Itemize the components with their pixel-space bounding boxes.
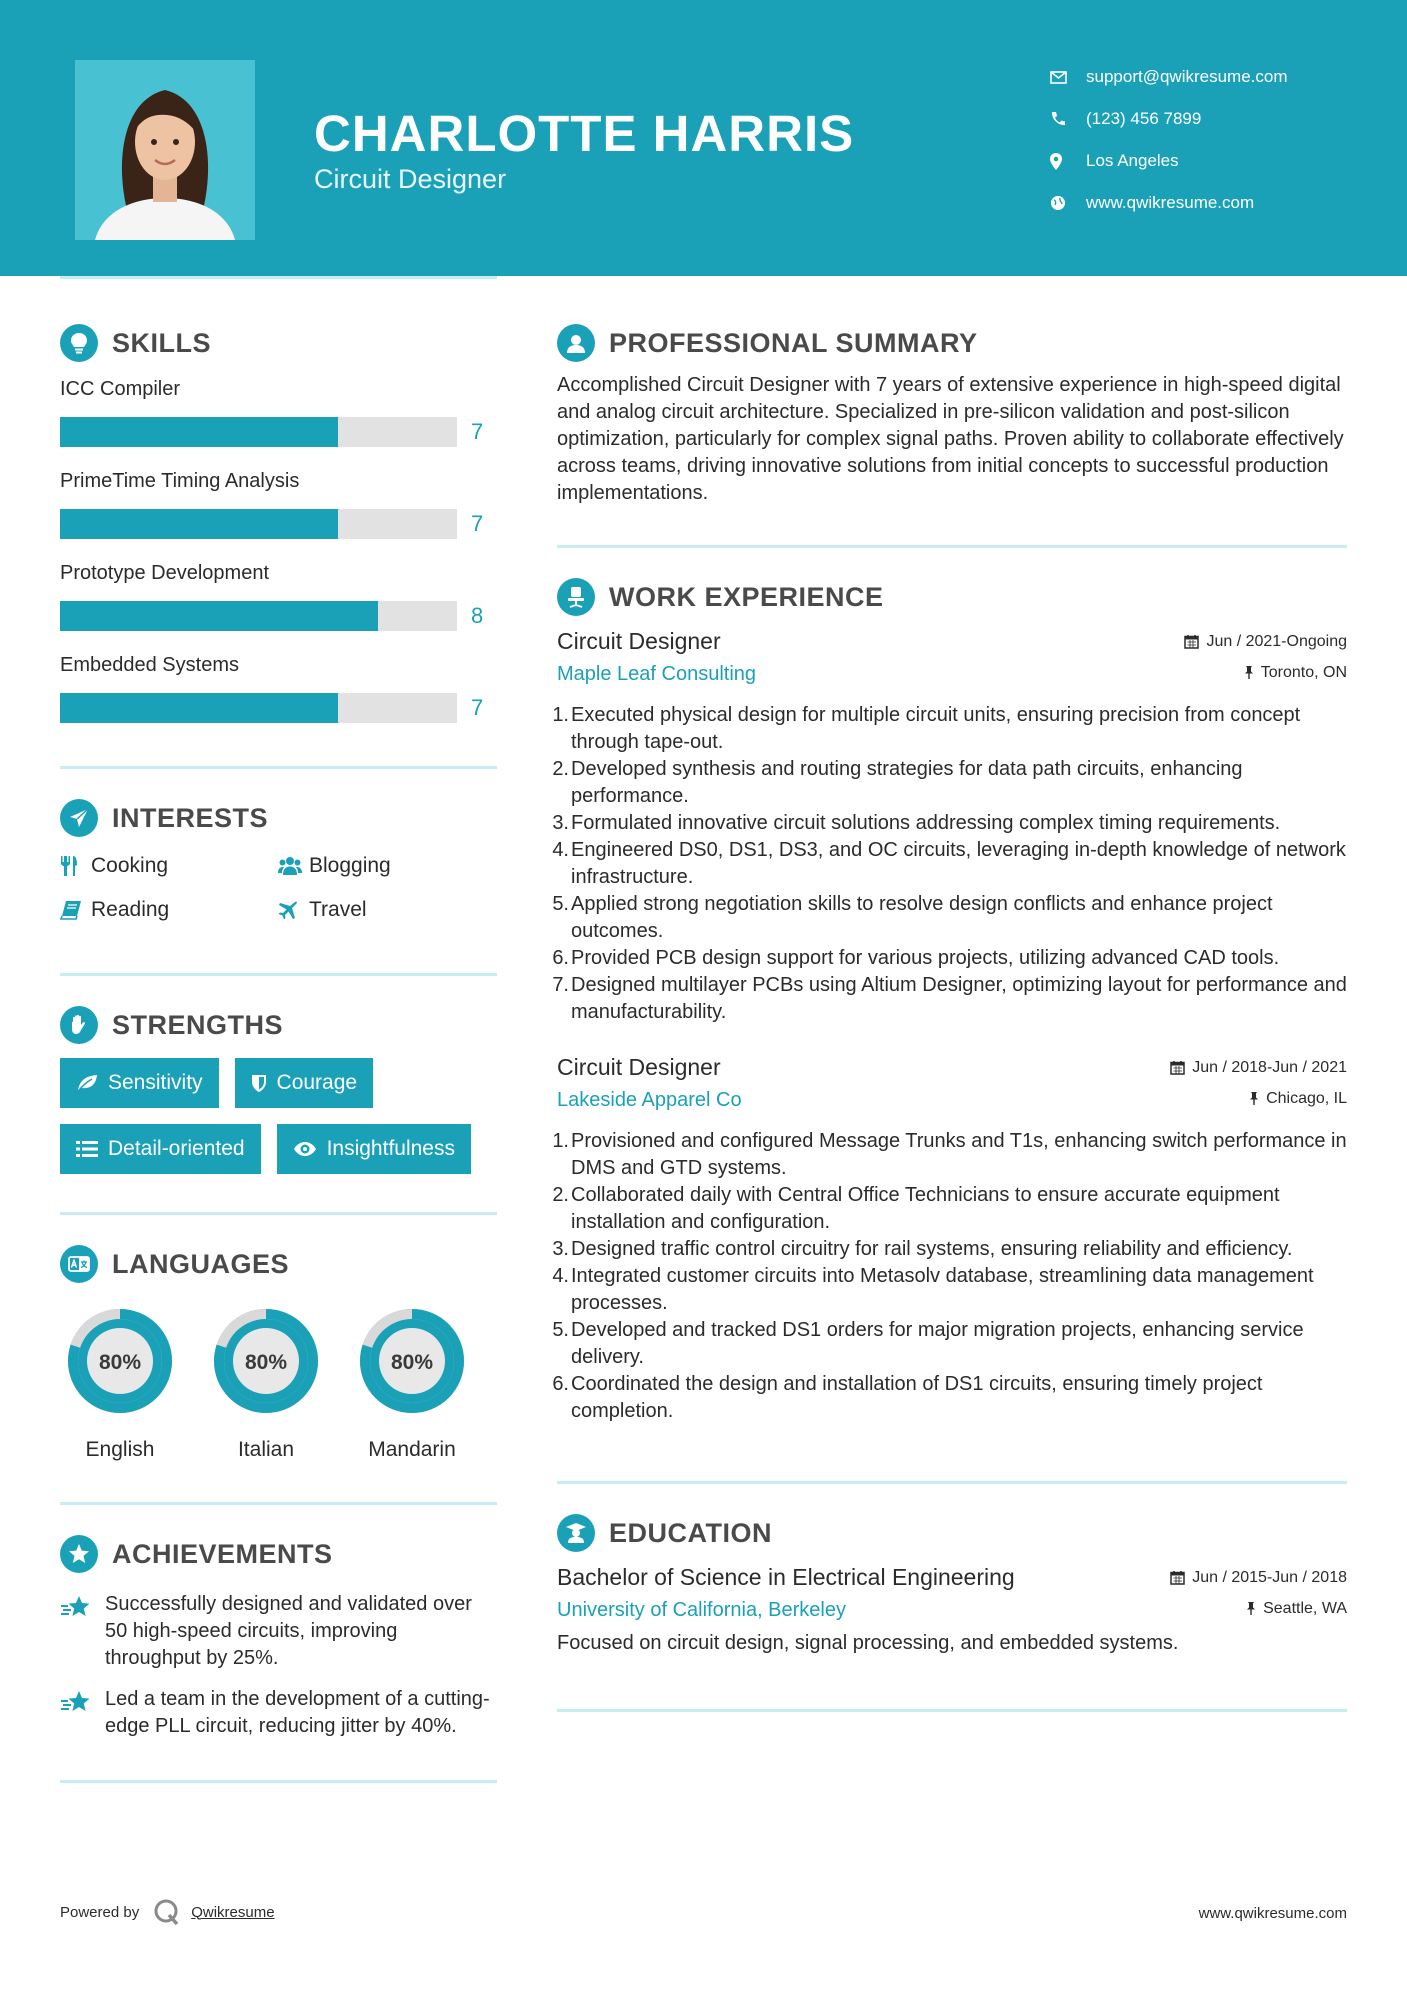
qwikresume-logo-icon — [153, 1898, 181, 1926]
education-description: Focused on circuit design, signal processing, and embedded systems. — [557, 1632, 1179, 1654]
summary-text: Accomplished Circuit Designer with 7 years of extensive experience in high-speed digital and analog circuit architecture. Specialized in pre-silicon validation and post-silicon optimization, particularly for complex signal paths. Proven ability to collaborate effectively across teams, driving innovative solutions from initial concepts to successful production implementations. — [557, 374, 1344, 504]
job-location-text: Chicago, IL — [1266, 1089, 1347, 1107]
skill-track — [60, 693, 457, 723]
achievement-text: Led a team in the development of a cutting-edge PLL circuit, reducing jitter by 40%. — [105, 1688, 490, 1737]
contact-email[interactable] — [1050, 56, 1288, 98]
contact-location — [1050, 140, 1288, 182]
language-percent: 80% — [98, 1351, 142, 1374]
interest-label: Travel — [309, 898, 367, 921]
interests-heading — [60, 793, 497, 843]
book-icon — [60, 900, 91, 920]
list-item — [552, 1263, 1347, 1317]
job-entry — [552, 628, 1347, 1026]
skill-name: Prototype Development — [60, 562, 270, 584]
skill-name: ICC Compiler — [60, 378, 181, 400]
skill-fill — [60, 417, 338, 447]
job-dates-text: Jun / 2018-Jun / 2021 — [1192, 1058, 1347, 1076]
bullet-text: Provided PCB design support for various projects, utilizing advanced CAD tools. — [571, 947, 1280, 969]
resume-header — [0, 0, 1407, 276]
skill-bar-row — [60, 588, 497, 644]
bullet-text: Developed and tracked DS1 orders for major migration projects, enhancing service delivery. — [571, 1319, 1304, 1368]
top-divider — [60, 276, 497, 279]
contact-email-text: support@qwikresume.com — [1086, 67, 1288, 86]
job-subheader — [557, 1089, 1347, 1112]
skill-item — [60, 558, 497, 644]
job-bullets — [552, 1128, 1347, 1425]
job-subheader — [557, 663, 1347, 686]
bullet-text: Provisioned and configured Message Trunks and T1s, enhancing switch performance in DMS and GTD systems. — [571, 1130, 1347, 1179]
candidate-title: Circuit Designer — [314, 164, 507, 194]
list-number: 1. — [552, 1130, 569, 1152]
skills-heading — [60, 318, 497, 368]
language-name: English — [85, 1438, 155, 1461]
languages-heading — [60, 1239, 497, 1289]
list-item — [552, 972, 1347, 1026]
experience-title: WORK EXPERIENCE — [609, 581, 884, 612]
interest-item — [60, 851, 278, 881]
education-heading — [557, 1508, 1347, 1558]
shield-icon — [251, 1074, 267, 1093]
pushpin-icon — [1244, 665, 1254, 680]
language-percent: 80% — [244, 1351, 288, 1374]
achievement-item — [60, 1686, 497, 1740]
language-icon — [60, 1245, 98, 1283]
list-item — [552, 1182, 1347, 1236]
contact-location-text: Los Angeles — [1086, 151, 1179, 170]
list-number: 4. — [552, 839, 569, 861]
plane-icon — [278, 900, 309, 920]
education-entry — [557, 1564, 1347, 1657]
language-donut — [206, 1301, 326, 1421]
list-icon — [76, 1140, 98, 1158]
interest-label: Reading — [91, 898, 170, 921]
list-item — [552, 1128, 1347, 1182]
education-dates-text: Jun / 2015-Jun / 2018 — [1192, 1568, 1347, 1586]
cutlery-icon — [60, 855, 91, 877]
skill-item — [60, 374, 497, 460]
skill-value: 7 — [471, 695, 484, 720]
list-number: 5. — [552, 893, 569, 915]
education-location — [1246, 1600, 1347, 1618]
skill-fill — [60, 601, 378, 631]
job-location-text: Toronto, ON — [1260, 663, 1347, 681]
powered-by-label: Powered by — [60, 1903, 140, 1921]
bullet-text: Designed multilayer PCBs using Altium Designer, optimizing layout for performance and manufacturability. — [571, 974, 1347, 1023]
interest-label: Blogging — [309, 854, 391, 877]
language-donut — [60, 1301, 180, 1421]
list-item — [552, 837, 1347, 891]
list-item — [552, 891, 1347, 945]
list-item — [552, 702, 1347, 756]
map-pin-icon — [1050, 153, 1086, 170]
language-donut — [352, 1301, 472, 1421]
language-item — [60, 1301, 180, 1462]
section-divider — [60, 1502, 497, 1505]
star-icon — [60, 1686, 105, 1740]
job-title: Circuit Designer — [557, 628, 721, 654]
skill-track — [60, 509, 457, 539]
list-item — [552, 1317, 1347, 1371]
list-number: 2. — [552, 758, 569, 780]
skill-bar-row — [60, 496, 497, 552]
section-divider — [557, 1481, 1347, 1484]
summary-title: PROFESSIONAL SUMMARY — [609, 327, 978, 358]
phone-icon — [1050, 111, 1086, 127]
strength-label: Courage — [276, 1071, 358, 1094]
summary-heading — [557, 318, 1347, 368]
list-number: 5. — [552, 1319, 569, 1341]
skill-value: 7 — [471, 419, 484, 444]
envelope-icon — [1050, 71, 1086, 84]
strength-chip — [235, 1058, 374, 1108]
strength-label: Insightfulness — [326, 1137, 455, 1160]
language-name: Mandarin — [368, 1438, 456, 1461]
education-header — [557, 1564, 1347, 1591]
left-column — [60, 318, 497, 1783]
strengths-title: STRENGTHS — [112, 1009, 284, 1040]
star-badge-icon — [60, 1535, 98, 1573]
bullet-text: Executed physical design for multiple circuit units, ensuring precision from concept through tape-out. — [571, 704, 1301, 753]
calendar-icon — [1170, 1060, 1185, 1075]
qwikresume-link[interactable]: Qwikresume — [191, 1903, 275, 1921]
bullet-text: Coordinated the design and installation of DS1 circuits, ensuring timely project completion. — [571, 1373, 1263, 1422]
skill-fill — [60, 693, 338, 723]
list-number: 6. — [552, 947, 569, 969]
strength-chip — [60, 1058, 219, 1108]
office-chair-icon — [557, 578, 595, 616]
company-name: Lakeside Apparel Co — [557, 1089, 742, 1111]
list-number: 3. — [552, 812, 569, 834]
user-icon — [557, 324, 595, 362]
skill-name: Embedded Systems — [60, 654, 239, 676]
list-number: 1. — [552, 704, 569, 726]
list-number: 2. — [552, 1184, 569, 1206]
pushpin-icon — [1246, 1601, 1256, 1616]
list-item — [552, 1371, 1347, 1425]
lightbulb-icon — [60, 324, 98, 362]
calendar-icon — [1184, 634, 1199, 649]
education-title: EDUCATION — [609, 1517, 772, 1548]
strength-label: Sensitivity — [108, 1071, 203, 1094]
language-percent: 80% — [390, 1351, 434, 1374]
interests-title: INTERESTS — [112, 802, 269, 833]
education-dates — [1170, 1569, 1347, 1587]
skill-value: 7 — [471, 511, 484, 536]
achievement-item — [60, 1591, 497, 1672]
paper-plane-icon — [60, 799, 98, 837]
hand-icon — [60, 1006, 98, 1044]
interests-list — [60, 851, 497, 925]
bullet-text: Formulated innovative circuit solutions addressing complex timing requirements. — [571, 812, 1281, 834]
job-dates — [1184, 633, 1347, 651]
education-subheader — [557, 1599, 1347, 1622]
contact-website-text: www.qwikresume.com — [1086, 193, 1255, 212]
contact-phone[interactable] — [1050, 98, 1288, 140]
list-number: 7. — [552, 974, 569, 996]
job-header — [557, 628, 1347, 655]
skill-name: PrimeTime Timing Analysis — [60, 470, 300, 492]
education-location-text: Seattle, WA — [1263, 1599, 1347, 1617]
interest-label: Cooking — [91, 854, 169, 877]
section-divider — [60, 1212, 497, 1215]
language-item — [206, 1301, 326, 1462]
languages-list — [60, 1301, 497, 1462]
interest-item — [278, 851, 496, 881]
skill-bar-row — [60, 680, 497, 736]
section-divider — [60, 1780, 497, 1783]
bullet-text: Applied strong negotiation skills to resolve design conflicts and enhance project outcomes. — [571, 893, 1273, 942]
language-name: Italian — [237, 1438, 295, 1461]
job-location — [1249, 1090, 1347, 1108]
list-number: 4. — [552, 1265, 569, 1287]
graduate-icon — [557, 1514, 595, 1552]
section-divider — [557, 545, 1347, 548]
skill-track — [60, 601, 457, 631]
contact-phone-text: (123) 456 7899 — [1086, 109, 1202, 128]
section-divider — [60, 766, 497, 769]
skill-fill — [60, 509, 338, 539]
strengths-list — [60, 1058, 497, 1174]
interest-item — [278, 895, 496, 925]
star-icon — [60, 1591, 105, 1672]
globe-icon — [1050, 195, 1086, 211]
bullet-text: Collaborated daily with Central Office Technicians to ensure accurate equipment installation and configuration. — [571, 1184, 1280, 1233]
strength-chip — [60, 1124, 261, 1174]
bullet-text: Engineered DS0, DS1, DS3, and OC circuits, leveraging in-depth knowledge of network infrastructure. — [571, 839, 1346, 888]
skill-value: 8 — [471, 603, 484, 628]
achievement-text: Successfully designed and validated over 50 high-speed circuits, improving throughput by 25%. — [105, 1593, 472, 1669]
list-item — [552, 1236, 1347, 1263]
footer-website[interactable]: www.qwikresume.com — [1198, 1905, 1347, 1922]
job-title: Circuit Designer — [557, 1054, 721, 1080]
pushpin-icon — [1249, 1091, 1259, 1106]
skill-item — [60, 466, 497, 552]
list-item — [552, 945, 1347, 972]
skill-bar-row — [60, 404, 497, 460]
job-bullets — [552, 702, 1347, 1026]
job-location — [1244, 664, 1347, 682]
list-item — [552, 756, 1347, 810]
job-dates — [1170, 1059, 1347, 1077]
contact-list — [1050, 56, 1288, 224]
section-divider — [557, 1709, 1347, 1712]
strength-label: Detail-oriented — [108, 1137, 245, 1160]
bullet-text: Integrated customer circuits into Metasolv database, streamlining data management processes. — [571, 1265, 1314, 1314]
list-number: 6. — [552, 1373, 569, 1395]
strengths-heading — [60, 1000, 497, 1050]
degree-name: Bachelor of Science in Electrical Engineering — [557, 1564, 1015, 1590]
section-divider — [60, 973, 497, 976]
skill-item — [60, 650, 497, 736]
contact-website[interactable] — [1050, 182, 1288, 224]
experience-heading — [557, 572, 1347, 622]
profile-photo — [75, 60, 255, 240]
company-name: Maple Leaf Consulting — [557, 663, 757, 685]
eye-icon — [293, 1141, 317, 1157]
skill-track — [60, 417, 457, 447]
candidate-name: CHARLOTTE HARRIS — [314, 105, 855, 162]
bullet-text: Developed synthesis and routing strategies for data path circuits, enhancing performance. — [571, 758, 1243, 807]
job-entry — [552, 1054, 1347, 1425]
job-dates-text: Jun / 2021-Ongoing — [1206, 632, 1347, 650]
leaf-icon — [76, 1074, 98, 1092]
language-item — [352, 1301, 472, 1462]
calendar-icon — [1170, 1570, 1185, 1585]
interest-item — [60, 895, 278, 925]
school-name: University of California, Berkeley — [557, 1599, 846, 1621]
achievements-title: ACHIEVEMENTS — [112, 1538, 333, 1569]
strength-chip — [277, 1124, 471, 1174]
footer-brand — [60, 1898, 275, 1926]
bullet-text: Designed traffic control circuitry for rail systems, ensuring reliability and efficiency. — [571, 1238, 1293, 1260]
skills-title: SKILLS — [112, 327, 212, 358]
languages-title: LANGUAGES — [112, 1248, 290, 1279]
right-column — [552, 318, 1347, 1712]
job-header — [557, 1054, 1347, 1081]
list-number: 3. — [552, 1238, 569, 1260]
achievements-heading — [60, 1529, 497, 1579]
list-item — [552, 810, 1347, 837]
users-icon — [278, 856, 309, 876]
